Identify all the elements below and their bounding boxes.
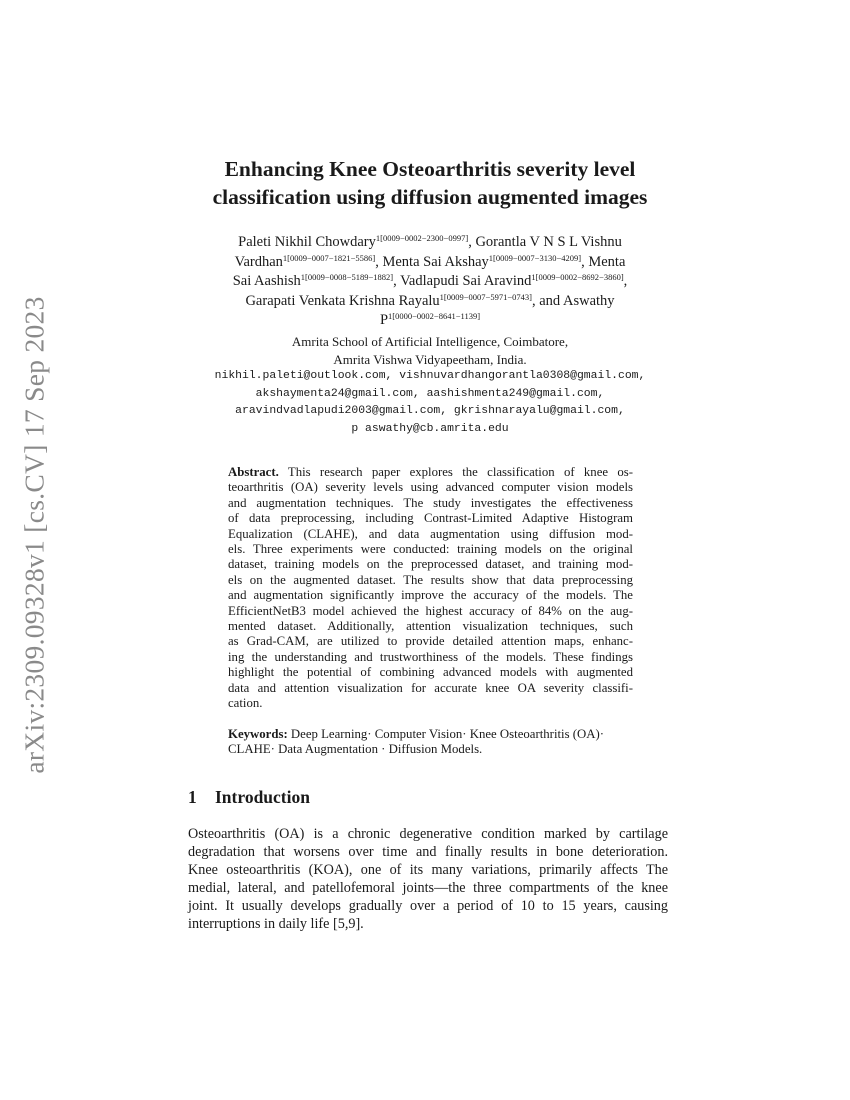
author-name: , and Aswathy (531, 292, 615, 309)
abstract-line: and augmentation significantly improve the accuracy of the models. The (228, 588, 633, 603)
body-line: degradation that worsens over time and finally results in bone deterioration. (188, 844, 668, 860)
email-link[interactable]: p aswathy@cb.amrita.edu (351, 422, 509, 435)
keywords (228, 727, 633, 758)
university-name: Amrita Vishwa Vidyapeetham, India. (333, 351, 527, 367)
author-name: , Vadlapudi Sai Aravind (393, 273, 532, 289)
email-line (170, 386, 690, 404)
body-line: Knee osteoarthritis (KOA), one of its many variations, primarily affects The (188, 862, 668, 878)
keywords-text: Deep Learning· Computer Vision· Knee Osteoarthritis (OA)· (287, 727, 605, 741)
author-name: Sai Aashish (232, 273, 301, 289)
email-link[interactable]: aravindvadlapudi2003@gmail.com, (235, 405, 448, 417)
abstract-line: els on the augmented dataset. The results show that data preprocessing (228, 572, 633, 587)
email-line (170, 368, 690, 386)
orcid-superscript: 1[0009−0002−8692−3860] (531, 272, 624, 282)
email-link[interactable]: nikhil.paleti@outlook.com, (214, 370, 393, 382)
abstract-line (228, 465, 633, 480)
affiliation-block (170, 333, 690, 438)
body-line: joint. It usually develops gradually over a period of 10 to 15 years, causing (188, 898, 668, 914)
introduction-paragraph (188, 825, 668, 933)
email-link[interactable]: gkrishnarayalu@gmail.com, (453, 405, 625, 417)
abstract-line: and augmentation techniques. The study investigates the effectiveness (228, 495, 633, 510)
author-name: , Menta Sai Akshay (375, 253, 489, 270)
paper-title (150, 155, 710, 211)
email-link[interactable]: aashishmenta249@gmail.com, (426, 387, 605, 400)
orcid-superscript: 1[0009−0007−1821−5586] (282, 252, 376, 263)
title-line: Enhancing Knee Osteoarthritis severity level (224, 157, 636, 181)
author-name: , (623, 273, 628, 289)
section-heading (188, 787, 310, 808)
abstract (228, 465, 633, 712)
institute-name: Amrita School of Artificial Intelligence, Coimbatore, (291, 334, 569, 349)
body-line: interruptions in daily life [5,9]. (188, 916, 364, 932)
orcid-superscript: 1[0000−0002−8641−1139] (388, 311, 481, 321)
abstract-line: data and attention visualization for accurate knee OA severity classifi- (228, 680, 633, 695)
abstract-line: mented dataset. Additionally, attention visualization techniques, such (228, 619, 633, 634)
email-link[interactable]: akshaymenta24@gmail.com, (255, 387, 420, 400)
orcid-superscript: 1[0009−0002−2300−0997] (375, 233, 469, 243)
section-title: Introduction (215, 787, 310, 807)
section-number: 1 (188, 787, 197, 807)
author-line (180, 292, 680, 312)
email-line (170, 403, 690, 421)
orcid-superscript: 1[0009−0007−3130−4209] (488, 252, 582, 263)
abstract-line: highlight the potential of combining advanced models with augmented (228, 665, 633, 680)
author-line (180, 311, 680, 331)
abstract-line: of data preprocessing, including Contrast-Limited Adaptive Histogram (228, 511, 633, 526)
title-line: classification using diffusion augmented images (212, 185, 648, 209)
orcid-superscript: 1[0009−0008−5189−1882] (300, 272, 394, 282)
body-line: Osteoarthritis (OA) is a chronic degenerative condition marked by cartilage (188, 826, 668, 842)
abstract-line: Equalization (CLAHE), and data augmentation using diffusion mod- (228, 526, 633, 541)
author-name: Vardhan (234, 253, 283, 270)
author-name: Paleti Nikhil Chowdary (238, 234, 376, 250)
author-name: , Menta (581, 253, 626, 270)
keywords-line (228, 727, 633, 742)
body-line: medial, lateral, and patellofemoral joints—the three compartments of the knee (188, 880, 668, 896)
author-name: , Gorantla V N S L Vishnu (468, 234, 622, 250)
abstract-label: Abstract. (228, 465, 279, 479)
author-line (180, 233, 680, 253)
email-line (170, 421, 690, 439)
email-link[interactable]: vishnuvardhangorantla0308@gmail.com, (399, 370, 646, 382)
arxiv-identifier: arXiv:2309.09328v1 [cs.CV] 17 Sep 2023 (19, 296, 50, 774)
abstract-line: EfficientNetB3 model achieved the highest accuracy of 84% on the aug- (228, 603, 633, 618)
author-list (180, 233, 680, 331)
keywords-label: Keywords: (228, 727, 288, 741)
orcid-superscript: 1[0009−0007−5971−0743] (439, 291, 532, 302)
arxiv-sidebar-stamp (14, 290, 56, 780)
author-name: Garapati Venkata Krishna Rayalu (245, 292, 440, 309)
author-line (180, 253, 680, 273)
keywords-line: CLAHE· Data Augmentation · Diffusion Models. (228, 742, 483, 757)
author-line (180, 272, 680, 292)
abstract-line: dataset, training models on the preprocessed dataset, and training mod- (228, 557, 633, 572)
abstract-line: cation. (228, 696, 263, 711)
abstract-line: teoarthritis (OA) severity levels using advanced computer vision models (228, 480, 633, 495)
abstract-line: els. Three experiments were conducted: training models on the original (228, 542, 633, 557)
abstract-text: This research paper explores the classification of knee os- (278, 465, 633, 479)
author-name: P (379, 312, 389, 328)
abstract-line: as Grad-CAM, are utilized to provide detailed attention maps, enhanc- (228, 634, 633, 649)
abstract-line: ing the understanding and trustworthiness of the models. These findings (228, 649, 633, 664)
